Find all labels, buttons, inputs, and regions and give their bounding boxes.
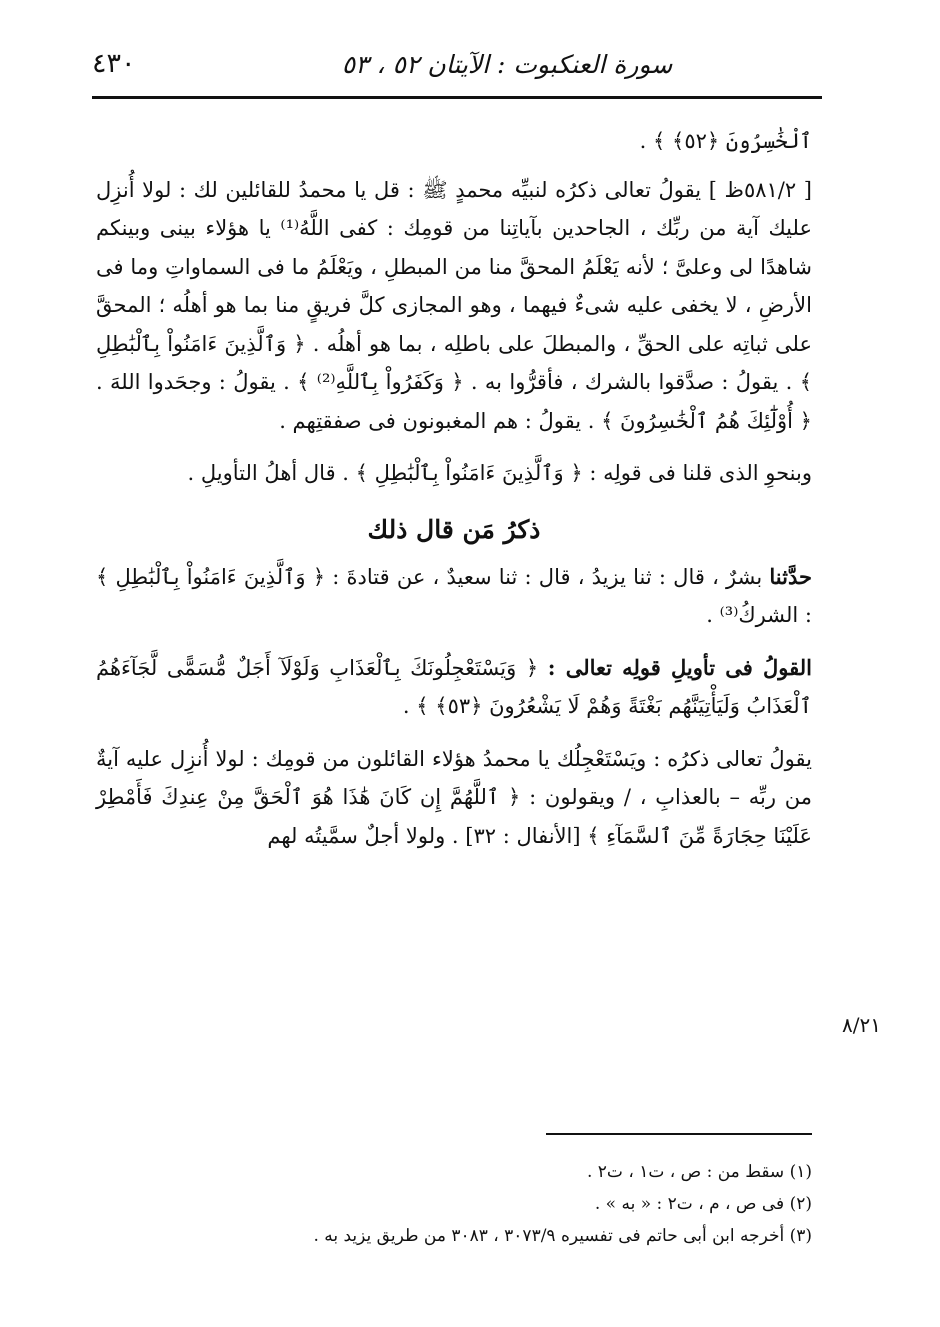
- verse-lead: القولُ فى تأويلِ قولِه تعالى :: [547, 654, 813, 680]
- header-rule: [92, 96, 822, 99]
- footnotes: [96, 1156, 812, 1252]
- commentary-paragraph: [ ٥٨١/٢ظ ] يقولُ تعالى ذكرُه لنبيِّه محمدٍ ﷺ : قل يا محمدُ للقائلين لك : لولا أُنزِل عليك آية من ربِّك ، الجاحدين بآياتِنا من قومِك : كفى اللَّهُ⁽¹⁾ يا هؤلاء بينى وبينكم شاهدًا لى وعلىَّ ؛ لأنه يَعْلَمُ المحقَّ منا من المبطلِ ، ويَعْلَمُ ما فى السماواتِ وما فى الأرضِ ، لا يخفى عليه شىءٌ فيهما ، وهو المجازى كلَّ فريقٍ منا بما هو أهلُه ؛ المحقَّ على ثباتِه على الحقِّ ، والمبطلَ على باطلِه ، بما هو أهلُه . ﴿ وَٱلَّذِينَ ءَامَنُواْ بِٱلْبَٰطِلِ ﴾ . يقولُ : صدَّقوا بالشرك ، فأقرُّوا به . ﴿ وَكَفَرُواْ بِٱللَّهِ⁽²⁾ ﴾ . يقولُ : وجحَدوا اللهَ . ﴿ أُوْلَٰٓئِكَ هُمُ ٱلْخَٰسِرُونَ ﴾ . يقولُ : هم المغبونون فى صفقتِهم .: [96, 177, 812, 433]
- footnote: (١) سقط من : ص ، ت١ ، ت٢ .: [586, 1162, 812, 1182]
- page-header: [92, 48, 822, 88]
- running-title: سورة العنكبوت : الآيتان ٥٢ ، ٥٣: [341, 50, 673, 79]
- margin-reference: ٨/٢١: [842, 1013, 881, 1037]
- footnote: (٢) فى ص ، م ، ت٢ : « به » .: [594, 1194, 812, 1214]
- footnote-rule: [546, 1133, 812, 1135]
- verse-text: ﴿ وَيَسْتَعْجِلُونَكَ بِٱلْعَذَابِ وَلَوْلَآ أَجَلٌ مُّسَمًّى لَّجَآءَهُمُ ٱلْعَذَابُ وَلَيَأْتِيَنَّهُم بَغْتَةً وَهُمْ لَا يَشْعُرُونَ ﴿٥٣﴾ ﴾ .: [96, 655, 812, 718]
- main-text: [96, 122, 812, 855]
- narration-text: بشرٌ ، قال : ثنا يزيدُ ، قال : ثنا سعيدٌ ، عن قتادةَ : ﴿ وَٱلَّذِينَ ءَامَنُواْ بِٱلْبَٰطِلِ ﴾ : الشركُ⁽³⁾ .: [96, 564, 812, 627]
- section-heading: ذكرُ مَن قال ذلك: [367, 514, 541, 544]
- narration-paragraph: [96, 558, 812, 635]
- narration-lead: حدَّثنا: [769, 563, 812, 589]
- explanation-paragraph: يقولُ تعالى ذكرُه : ويَسْتَعْجِلُك يا محمدُ هؤلاء القائلون من قومِك : لولا أُنزِل عليه آيةٌ من ربِّه – بالعذابِ ، / ويقولون : ﴿ ٱللَّهُمَّ إِن كَانَ هَٰذَا هُوَ ٱلْحَقَّ مِنْ عِندِكَ فَأَمْطِرْ عَلَيْنَا حِجَارَةً مِّنَ ٱلسَّمَآءِ ﴾ [الأنفال : ٣٢] . ولولا أجلٌ سمَّيتُه لهم: [96, 746, 812, 848]
- page-number: ٤٣٠: [92, 48, 136, 79]
- verse-ending-paragraph: ٱلْخَٰسِرُونَ ﴿٥٢﴾ ﴾ .: [639, 129, 812, 153]
- interpretation-note-paragraph: وبنحوِ الذى قلنا فى قولِه : ﴿ وَٱلَّذِينَ ءَامَنُواْ بِٱلْبَٰطِلِ ﴾ . قال أهلُ التأويلِ .: [187, 461, 812, 485]
- verse-paragraph: [96, 649, 812, 726]
- footnote: (٣) أخرجه ابن أبى حاتم فى تفسيره ٣٠٧٣/٩ ، ٣٠٨٣ من طريق يزيد به .: [313, 1226, 812, 1246]
